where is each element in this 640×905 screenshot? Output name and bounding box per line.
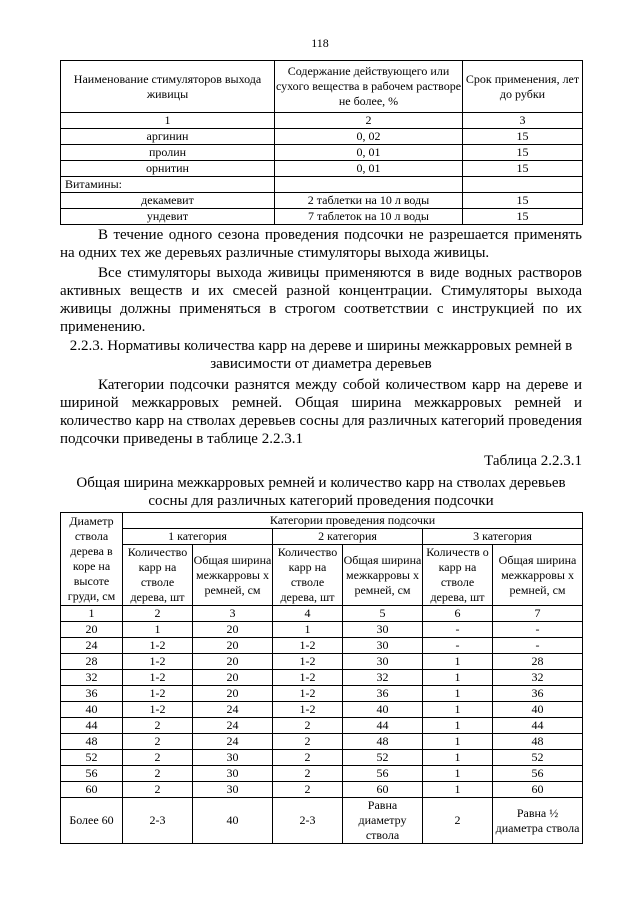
column-number: 7 — [493, 606, 583, 622]
paragraph-text: Категории подсочки разнятся между собой количеством карр на дереве и шириной межкарровых ремней. Общая ширина межкарровых ремней и количество карр на стволах деревьев сосны для различных категорий проведения подсочки приведены в таблице 2.2.3.1 — [60, 377, 582, 447]
table-row — [61, 734, 583, 750]
table-cell: 44 — [61, 718, 123, 734]
table-cell: 20 — [61, 622, 123, 638]
page-number: 118 — [311, 36, 329, 50]
header-diameter: Диаметр ствола дерева в коре на высоте груди, см — [61, 513, 123, 606]
stimulator-content: 0, 01 — [275, 145, 463, 161]
column-number: 2 — [275, 113, 463, 129]
table-row — [61, 798, 583, 844]
stimulator-term: 15 — [463, 145, 583, 161]
header-count: Количество карр на стволе дерева, шт — [123, 545, 193, 606]
table-cell: 30 — [193, 782, 273, 798]
table-cell: 24 — [193, 734, 273, 750]
table-cell: 56 — [493, 766, 583, 782]
table-cell: 2 — [123, 766, 193, 782]
table-cell: 32 — [493, 670, 583, 686]
table-cell: 2 — [123, 718, 193, 734]
table-cell: - — [423, 638, 493, 654]
stimulator-content: 0, 01 — [275, 161, 463, 177]
table-cell: 48 — [343, 734, 423, 750]
table-row — [61, 161, 583, 177]
table-cell: 2 — [273, 734, 343, 750]
table-row — [61, 750, 583, 766]
table-cell: 1 — [423, 782, 493, 798]
paragraph-text: Все стимуляторы выхода живицы применяются в виде водных растворов активных веществ и их смесей разной концентрации. Стимуляторы выхода живицы должны применяться в строгом соответствии с инструкцией по их применению. — [60, 265, 582, 335]
table-cell: 28 — [61, 654, 123, 670]
table-cell: 30 — [343, 654, 423, 670]
table-cell: 60 — [61, 782, 123, 798]
table-cell: 20 — [193, 654, 273, 670]
table-cell: - — [493, 622, 583, 638]
table-cell: 52 — [493, 750, 583, 766]
table-row — [61, 177, 583, 193]
header-width: Общая ширина межкарровы х ремней, см — [343, 545, 423, 606]
vitamins-label: Витамины: — [61, 177, 275, 193]
column-number: 3 — [463, 113, 583, 129]
table-cell: 48 — [493, 734, 583, 750]
column-number: 6 — [423, 606, 493, 622]
table-row — [61, 702, 583, 718]
table-cell: 60 — [343, 782, 423, 798]
table-cell: 56 — [61, 766, 123, 782]
empty-cell — [463, 177, 583, 193]
stimulator-name: пролин — [61, 145, 275, 161]
table-cell: 1 — [423, 718, 493, 734]
table-cell: Более 60 — [61, 798, 123, 844]
header-stimulator-name: Наименование стимуляторов выхода живицы — [61, 61, 275, 113]
table-header-row — [61, 61, 583, 113]
table-cell: - — [423, 622, 493, 638]
table-cell: 1-2 — [273, 654, 343, 670]
stimulator-content: 7 таблеток на 10 л воды — [275, 209, 463, 225]
table-cell: 2 — [423, 798, 493, 844]
table-cell: 52 — [61, 750, 123, 766]
table-cell: 24 — [61, 638, 123, 654]
column-number-row — [61, 606, 583, 622]
table-cell: 1-2 — [273, 686, 343, 702]
stimulator-term: 15 — [463, 129, 583, 145]
table-cell: 60 — [493, 782, 583, 798]
column-number: 1 — [61, 606, 123, 622]
table-row — [61, 670, 583, 686]
table-cell: 32 — [343, 670, 423, 686]
table-cell: 24 — [193, 718, 273, 734]
table-cell: 36 — [493, 686, 583, 702]
table-cell: 30 — [193, 766, 273, 782]
table-cell: 2 — [123, 782, 193, 798]
stimulator-content: 0, 02 — [275, 129, 463, 145]
table-row — [61, 782, 583, 798]
empty-cell — [275, 177, 463, 193]
table-cell: 20 — [193, 686, 273, 702]
table-cell: 2 — [273, 782, 343, 798]
table-cell: 36 — [61, 686, 123, 702]
table-row — [61, 654, 583, 670]
table-cell: 1-2 — [273, 638, 343, 654]
stimulator-name: аргинин — [61, 129, 275, 145]
table-cell: 1-2 — [123, 654, 193, 670]
table-cell: 2 — [273, 750, 343, 766]
paragraph-text: В течение одного сезона проведения подсочки не разрешается применять на одних тех же деревьях различные стимуляторы выхода живицы. — [60, 227, 582, 261]
table-cell: 20 — [193, 638, 273, 654]
header-content: Содержание действующего или сухого вещества в рабочем растворе не более, % — [275, 61, 463, 113]
header-count: Количество карр на стволе дерева, шт — [273, 545, 343, 606]
header-width: Общая ширина межкарровы х ремней, см — [493, 545, 583, 606]
table-cell: 1 — [423, 670, 493, 686]
table-row — [61, 622, 583, 638]
header-category-2: 2 категория — [273, 529, 423, 545]
table-cell: 1 — [423, 734, 493, 750]
table-cell: Равна диаметру ствола — [343, 798, 423, 844]
header-term: Срок применения, лет до рубки — [463, 61, 583, 113]
table-cell: 1-2 — [273, 670, 343, 686]
table-row — [61, 766, 583, 782]
table-cell: 24 — [193, 702, 273, 718]
table-cell: 2 — [273, 718, 343, 734]
table-cell: 30 — [343, 622, 423, 638]
paragraph-water-solutions — [60, 264, 582, 336]
table-cell: 2 — [123, 734, 193, 750]
table-cell: 56 — [343, 766, 423, 782]
table-cell: 40 — [343, 702, 423, 718]
table-header-row — [61, 513, 583, 529]
paragraph-one-season — [60, 226, 582, 262]
section-heading: 2.2.3. Нормативы количества карр на дереве и ширины межкарровых ремней в зависимости от диаметра деревьев — [69, 338, 573, 372]
table-cell: 1 — [423, 654, 493, 670]
stimulator-term: 15 — [463, 161, 583, 177]
table-cell: 40 — [193, 798, 273, 844]
table-cell: 1-2 — [123, 702, 193, 718]
table-cell: 28 — [493, 654, 583, 670]
table-row — [61, 686, 583, 702]
table-cell: 1 — [423, 750, 493, 766]
table-cell: 2 — [273, 766, 343, 782]
table-row — [61, 129, 583, 145]
table-row — [61, 638, 583, 654]
table-label: Таблица 2.2.3.1 — [484, 453, 582, 469]
table-cell: 30 — [193, 750, 273, 766]
table-cell: 48 — [61, 734, 123, 750]
norms-table — [60, 512, 583, 844]
stimulator-name: орнитин — [61, 161, 275, 177]
stimulator-name: декамевит — [61, 193, 275, 209]
table-cell: Равна ½ диаметра ствола — [493, 798, 583, 844]
table-cell: 2-3 — [273, 798, 343, 844]
header-categories: Категории проведения подсочки — [123, 513, 583, 529]
table-cell: 30 — [343, 638, 423, 654]
table-header-row — [61, 545, 583, 606]
table-cell: 40 — [493, 702, 583, 718]
table-cell: 36 — [343, 686, 423, 702]
table-cell: 20 — [193, 670, 273, 686]
table-cell: 40 — [61, 702, 123, 718]
paragraph-categories — [60, 376, 582, 448]
table-cell: 1-2 — [123, 638, 193, 654]
table-cell: 1 — [423, 686, 493, 702]
column-number: 3 — [193, 606, 273, 622]
header-category-3: 3 категория — [423, 529, 583, 545]
table-cell: 1 — [123, 622, 193, 638]
table-row — [61, 718, 583, 734]
table-row — [61, 209, 583, 225]
table-cell: 1 — [423, 702, 493, 718]
stimulator-content: 2 таблетки на 10 л воды — [275, 193, 463, 209]
table-cell: 1-2 — [273, 702, 343, 718]
table-cell: 2-3 — [123, 798, 193, 844]
table-title: Общая ширина межкарровых ремней и количество карр на стволах деревьев сосны для различных категорий проведения подсочки — [76, 475, 566, 509]
column-number: 1 — [61, 113, 275, 129]
stimulators-table — [60, 60, 583, 225]
table-header-row — [61, 529, 583, 545]
header-category-1: 1 категория — [123, 529, 273, 545]
table-row — [61, 145, 583, 161]
column-number: 4 — [273, 606, 343, 622]
table-cell: 1 — [273, 622, 343, 638]
header-count: Количеств о карр на стволе дерева, шт — [423, 545, 493, 606]
stimulator-term: 15 — [463, 193, 583, 209]
column-number: 2 — [123, 606, 193, 622]
column-number: 5 — [343, 606, 423, 622]
table-cell: 20 — [193, 622, 273, 638]
table-cell: 1-2 — [123, 686, 193, 702]
stimulator-term: 15 — [463, 209, 583, 225]
table-cell: 44 — [343, 718, 423, 734]
table-cell: - — [493, 638, 583, 654]
stimulator-name: ундевит — [61, 209, 275, 225]
table-cell: 32 — [61, 670, 123, 686]
table-cell: 44 — [493, 718, 583, 734]
header-width: Общая ширина межкарровы х ремней, см — [193, 545, 273, 606]
table-row — [61, 193, 583, 209]
table-cell: 52 — [343, 750, 423, 766]
table-cell: 1-2 — [123, 670, 193, 686]
table-cell: 1 — [423, 766, 493, 782]
column-number-row — [61, 113, 583, 129]
table-cell: 2 — [123, 750, 193, 766]
